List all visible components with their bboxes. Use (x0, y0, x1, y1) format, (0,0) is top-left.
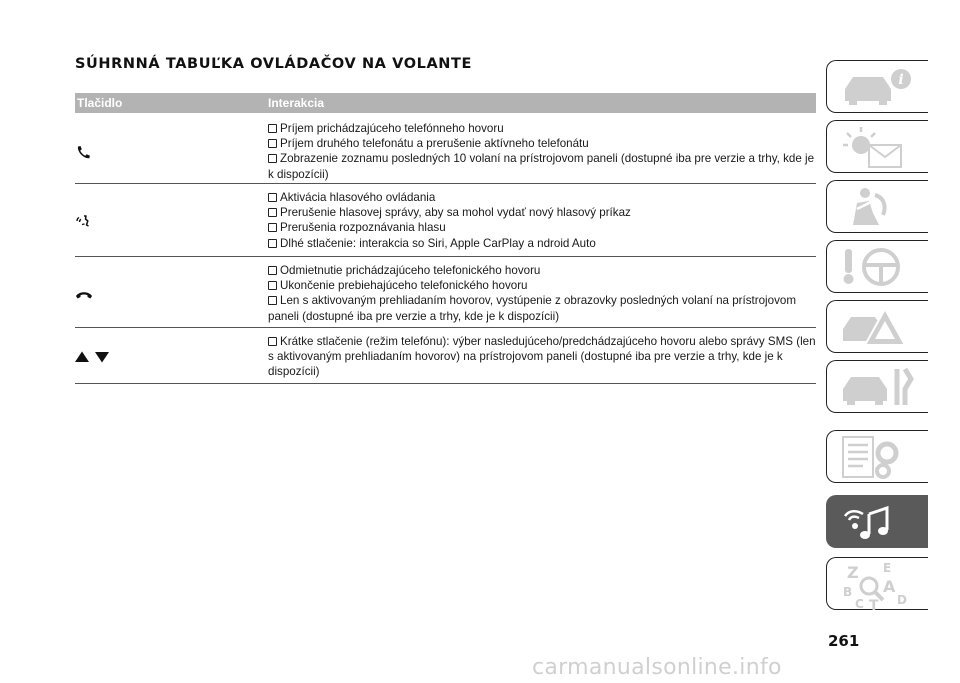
alphabetical-index-icon (839, 562, 921, 610)
side-tab-starting-driving[interactable] (826, 240, 928, 293)
checkbox-bullet-icon (268, 124, 277, 133)
interaction-cell (268, 334, 816, 380)
emergency-triangle-car-icon (839, 305, 921, 349)
checkbox-bullet-icon (268, 208, 277, 217)
watermark: carmanualsonline.info (532, 655, 782, 680)
key-steering-wheel-icon (839, 245, 921, 289)
side-tab-index[interactable] (826, 557, 928, 610)
table-header (75, 93, 816, 113)
column-header-interaction: Interakcia (268, 96, 325, 110)
checkbox-bullet-icon (268, 223, 277, 232)
svg-text:E: E (883, 562, 892, 575)
svg-text:A: A (883, 577, 896, 596)
up-down-arrows-icon (75, 350, 111, 368)
interaction-cell (268, 190, 816, 251)
checkbox-bullet-icon (268, 296, 277, 305)
list-item: Príjem druhého telefonátu a prerušenie aktívneho telefonátu (268, 136, 816, 151)
interaction-cell (268, 263, 816, 324)
list-item: Aktivácia hlasového ovládania (268, 190, 816, 205)
phone-hangup-icon (75, 287, 93, 305)
checkbox-bullet-icon (268, 281, 277, 290)
list-item: Len s aktivovaným prehliadaním hovorov, vystúpenie z obrazovky posledných volaní na prístrojovom paneli (dostupné iba pre verzie a trhy, kde je k dispozícii) (268, 294, 796, 323)
voice-command-icon (75, 212, 93, 233)
checkbox-bullet-icon (268, 266, 277, 275)
list-item: Zobrazenie zoznamu posledných 10 volaní na prístrojovom paneli (dostupné iba pre verzie a trhy, kde je k dispozícii) (268, 152, 815, 181)
button-cell (75, 184, 255, 256)
svg-text:Z: Z (847, 563, 859, 582)
seat-airbag-icon (839, 185, 921, 229)
checkbox-bullet-icon (268, 193, 277, 202)
car-info-icon (839, 65, 921, 109)
list-item: Príjem prichádzajúceho telefónneho hovoru (268, 121, 816, 136)
warning-lights-message-icon (839, 125, 921, 169)
svg-text:i: i (898, 72, 904, 88)
multimedia-music-icon (839, 500, 921, 544)
specifications-gears-icon (839, 435, 921, 479)
list-item: Prerušenia rozpoznávania hlasu (268, 220, 816, 235)
checkbox-bullet-icon (268, 139, 277, 148)
svg-text:T: T (869, 598, 879, 610)
page-title: SÚHRNNÁ TABUĽKA OVLÁDAČOV NA VOLANTE (75, 56, 473, 72)
table-row (75, 257, 816, 328)
list-item: Dlhé stlačenie: interakcia so Siri, Apple CarPlay a ndroid Auto (268, 236, 816, 251)
car-maintenance-tools-icon (839, 365, 921, 409)
side-tab-car-info[interactable] (826, 60, 928, 113)
list-item: Ukončenie prebiehajúceho telefonického hovoru (268, 278, 816, 293)
svg-text:C: C (855, 597, 864, 610)
checkbox-bullet-icon (268, 337, 277, 346)
svg-text:B: B (843, 585, 853, 599)
button-cell (75, 257, 255, 327)
list-item: Odmietnutie prichádzajúceho telefonického hovoru (268, 263, 816, 278)
svg-text:D: D (897, 593, 907, 607)
list-item: Krátke stlačenie (režim telefónu): výber nasledujúceho/predchádzajúceho hovoru alebo správy SMS (len s aktivovaným prehliadaním hovorov) na prístrojovom paneli (dostupné iba pre verzie a trhy, kde je k dispozícii) (268, 335, 816, 379)
button-cell (75, 328, 255, 383)
list-item: Prerušenie hlasovej správy, aby sa mohol vydať nový hlasový príkaz (268, 205, 816, 220)
interaction-cell (268, 121, 816, 182)
side-tab-maintenance[interactable] (826, 360, 928, 413)
checkbox-bullet-icon (268, 154, 277, 163)
phone-answer-icon (75, 145, 91, 166)
table-row (75, 184, 816, 257)
column-header-button: Tlačidlo (77, 96, 123, 110)
table-row (75, 115, 816, 184)
side-tab-warning-lights[interactable] (826, 120, 928, 173)
page-number: 261 (828, 632, 860, 650)
side-tab-multimedia[interactable] (826, 495, 928, 548)
checkbox-bullet-icon (268, 239, 277, 248)
side-tab-technical-data[interactable] (826, 430, 928, 483)
side-tab-safety[interactable] (826, 180, 928, 233)
side-tab-emergency[interactable] (826, 300, 928, 353)
table-row (75, 328, 816, 384)
button-cell (75, 115, 255, 183)
